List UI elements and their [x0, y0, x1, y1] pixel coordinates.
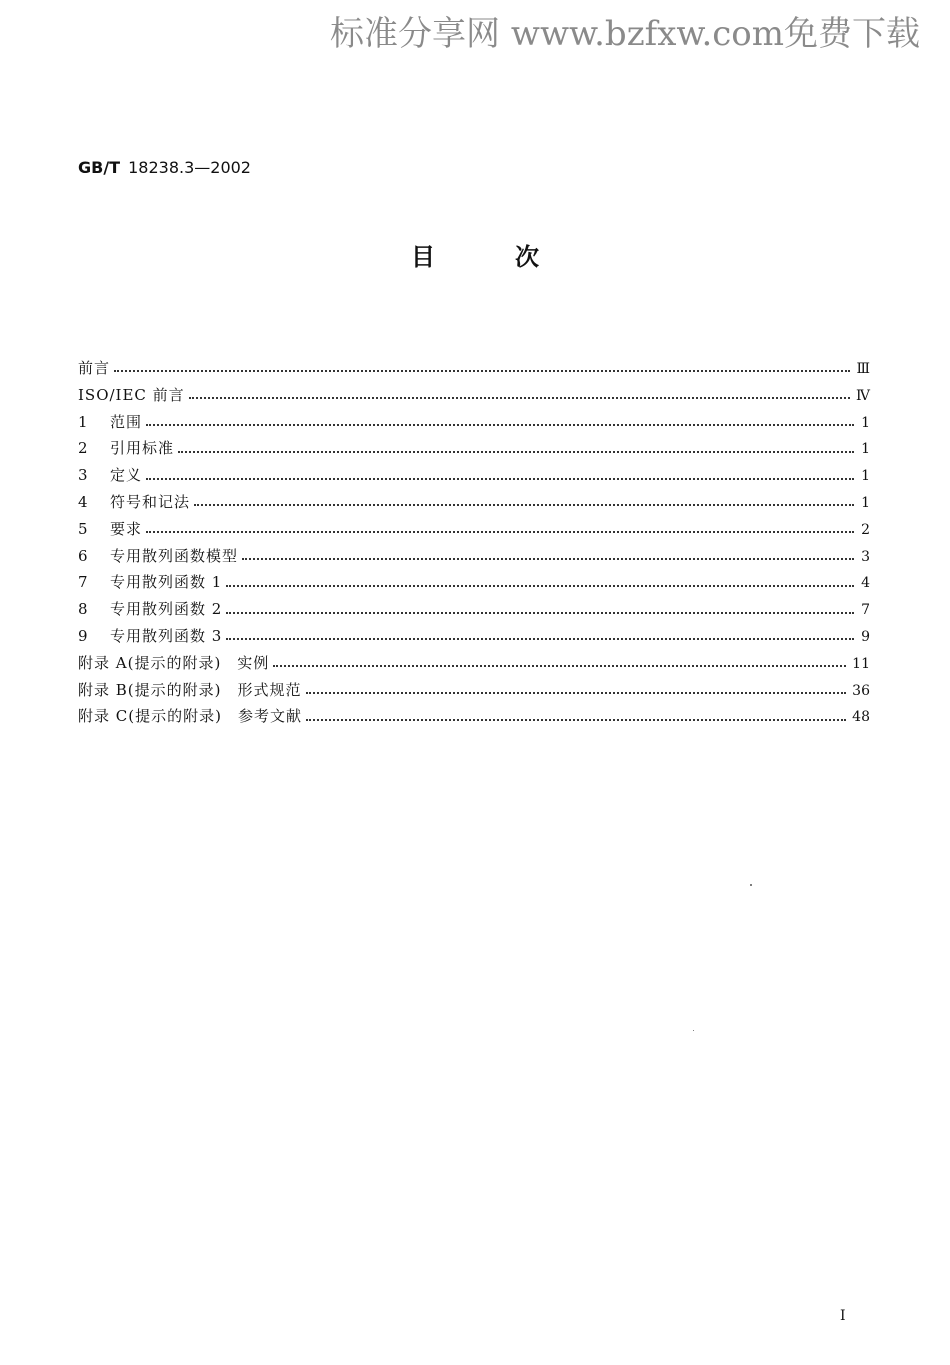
toc-entry-page: 1 — [861, 441, 870, 458]
toc-entry-label: 要求 — [110, 519, 143, 538]
toc-entry-7[interactable] — [78, 569, 870, 596]
toc-entry-label: 专用散列函数 3 — [110, 626, 223, 645]
toc-entry-page: 48 — [852, 709, 870, 726]
toc-entry-number: 5 — [78, 519, 88, 538]
toc-entry-label: 符号和记法 — [110, 492, 191, 511]
toc-entry-label: 专用散列函数 1 — [110, 573, 223, 592]
dot-leader — [226, 585, 854, 587]
standard-number: 18238.3—2002 — [128, 158, 251, 177]
toc-entry-number: 6 — [78, 546, 88, 565]
dot-leader — [146, 531, 854, 533]
toc-entry-3[interactable] — [78, 462, 870, 489]
toc-entry-page: Ⅳ — [856, 387, 870, 404]
standard-identifier — [78, 158, 251, 177]
toc-entry-number: 3 — [78, 466, 88, 485]
toc-entry-number: 7 — [78, 573, 88, 592]
dot-leader — [273, 665, 846, 667]
dot-leader — [146, 478, 854, 480]
scan-speck — [750, 884, 752, 886]
toc-entry-label: 引用标准 — [110, 439, 175, 458]
toc-entry-appendix-a[interactable] — [78, 650, 870, 677]
page-number: I — [840, 1308, 846, 1324]
toc-entry-label: ISO/IEC 前言 — [78, 385, 185, 404]
dot-leader — [226, 612, 854, 614]
toc-entry-8[interactable] — [78, 596, 870, 623]
toc-entry-label: 定义 — [110, 466, 143, 485]
toc-entry-page: 9 — [861, 628, 870, 645]
dot-leader — [114, 370, 850, 372]
toc-entry-number: 9 — [78, 626, 88, 645]
toc-entry-page: 3 — [861, 548, 870, 565]
toc-entry-iso-iec-preface[interactable] — [78, 382, 870, 409]
toc-entry-appendix-c[interactable] — [78, 703, 870, 730]
toc-entry-page: 4 — [861, 575, 870, 592]
standard-prefix: GB/T — [78, 158, 121, 177]
toc-entry-page: 2 — [861, 521, 870, 538]
toc-entry-2[interactable] — [78, 435, 870, 462]
dot-leader — [178, 451, 854, 453]
dot-leader — [146, 424, 854, 426]
toc-entry-label: 附录 C(提示的附录) 参考文献 — [78, 707, 302, 726]
toc-entry-label: 专用散列函数 2 — [110, 600, 223, 619]
toc-entry-page: 36 — [852, 682, 870, 699]
toc-entry-label: 附录 A(提示的附录) 实例 — [78, 653, 270, 672]
toc-entry-label: 专用散列函数模型 — [110, 546, 239, 565]
toc-title: 目次 — [411, 243, 619, 271]
dot-leader — [306, 719, 846, 721]
toc-entry-appendix-b[interactable] — [78, 677, 870, 704]
scan-speck — [693, 1030, 694, 1031]
toc-entry-number: 4 — [78, 492, 88, 511]
toc-entry-number: 2 — [78, 439, 88, 458]
toc-entry-label: 附录 B(提示的附录) 形式规范 — [78, 680, 302, 699]
watermark-text: 标准分享网 www.bzfxw.com免费下载 — [330, 14, 920, 54]
toc-entry-page: 7 — [861, 602, 870, 619]
toc-entry-page: 1 — [861, 414, 870, 431]
toc-entry-4[interactable] — [78, 489, 870, 516]
toc-entry-page: 1 — [861, 494, 870, 511]
dot-leader — [242, 558, 854, 560]
toc-entry-5[interactable] — [78, 516, 870, 543]
toc-entry-label: 范围 — [110, 412, 143, 431]
dot-leader — [306, 692, 847, 694]
toc-entry-page: Ⅲ — [856, 361, 870, 377]
toc-entry-6[interactable] — [78, 543, 870, 570]
toc-entry-page: 11 — [852, 655, 870, 672]
table-of-contents — [78, 355, 870, 730]
toc-entry-number: 1 — [78, 412, 88, 431]
toc-entry-preface[interactable] — [78, 355, 870, 382]
dot-leader — [194, 504, 854, 506]
toc-entry-9[interactable] — [78, 623, 870, 650]
dot-leader — [226, 638, 854, 640]
toc-entry-label: 前言 — [78, 359, 111, 377]
toc-entry-page: 1 — [861, 468, 870, 485]
toc-entry-1[interactable] — [78, 409, 870, 436]
toc-entry-number: 8 — [78, 600, 88, 619]
dot-leader — [189, 397, 850, 399]
